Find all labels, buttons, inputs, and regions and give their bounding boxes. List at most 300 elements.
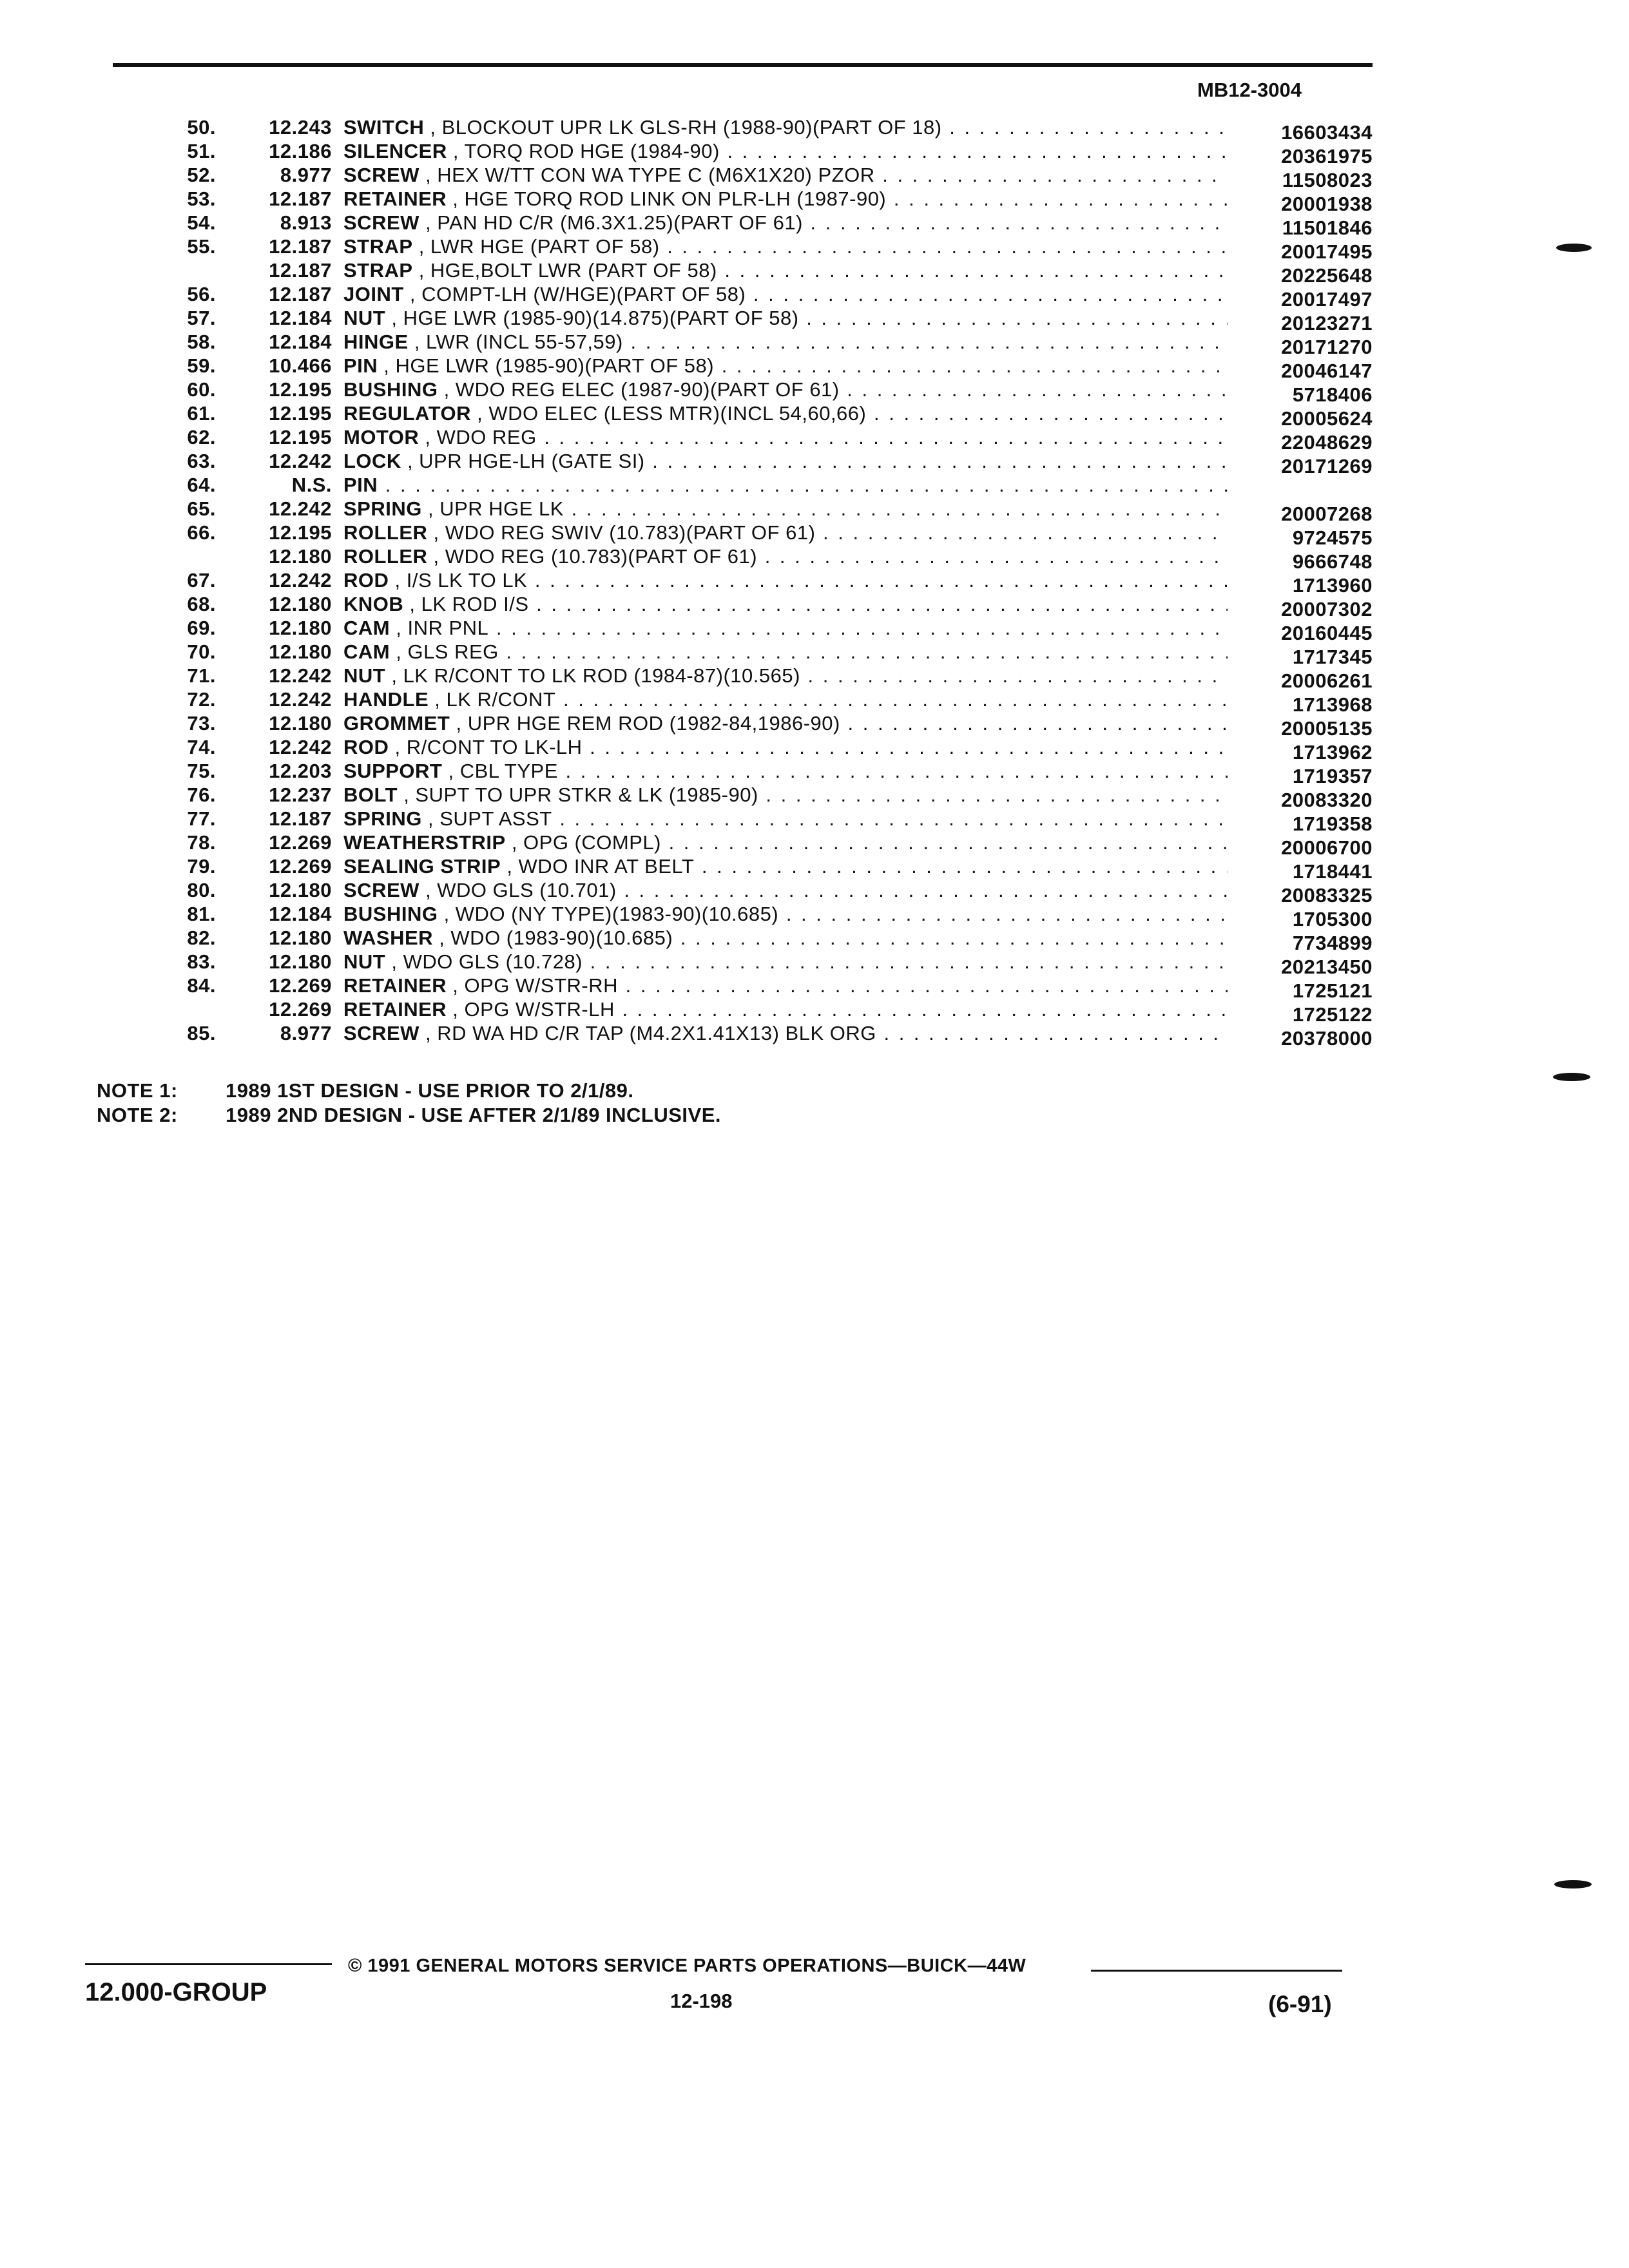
part-detail: OPG (COMPL)	[523, 831, 661, 854]
part-detail: UPR HGE REM ROD (1982-84,1986-90)	[467, 712, 840, 735]
part-number: 20007268	[1281, 503, 1373, 525]
part-ref: 82.	[187, 927, 216, 949]
part-row	[155, 927, 1373, 954]
part-detail: INR PNL	[407, 617, 489, 639]
footer-group: 12.000-GROUP	[85, 1978, 267, 2006]
part-row	[155, 688, 1373, 716]
part-detail: HGE TORQ ROD LINK ON PLR-LH (1987-90)	[464, 187, 887, 210]
part-number: 7734899	[1292, 932, 1373, 954]
part-sep: ,	[433, 927, 451, 949]
part-detail: TORQ ROD HGE (1984-90)	[464, 140, 720, 162]
part-detail: I/S LK TO LK	[406, 569, 528, 591]
part-row	[155, 187, 1373, 215]
scan-mark	[1553, 1073, 1590, 1081]
part-row	[155, 998, 1373, 1026]
revision-date: (6-91)	[1268, 1991, 1332, 2017]
part-description	[343, 807, 1228, 831]
part-name: ROD	[343, 736, 389, 758]
part-row	[155, 831, 1373, 859]
part-group: 12.187	[269, 807, 332, 830]
part-name: CAM	[343, 640, 390, 663]
part-ref: 78.	[187, 831, 216, 854]
part-row	[155, 211, 1373, 239]
part-number: 20005135	[1281, 717, 1373, 740]
part-detail: WDO GLS (10.701)	[437, 879, 617, 901]
part-name: RETAINER	[343, 998, 447, 1021]
part-description	[343, 426, 1228, 449]
part-ref: 85.	[187, 1022, 216, 1044]
part-row	[155, 140, 1373, 168]
part-name: MOTOR	[343, 426, 419, 448]
part-name: SPRING	[343, 807, 422, 830]
part-ref: 70.	[187, 640, 216, 663]
part-group: 12.180	[269, 640, 332, 663]
part-group: 12.180	[269, 950, 332, 973]
part-name: CAM	[343, 617, 390, 639]
part-group: 8.977	[280, 1022, 332, 1044]
part-group: 12.184	[269, 903, 332, 925]
part-sep: ,	[419, 211, 438, 234]
part-ref: 56.	[187, 283, 216, 305]
part-name: STRAP	[343, 235, 413, 258]
part-number: 1718441	[1292, 860, 1373, 883]
part-number: 1719357	[1292, 765, 1373, 787]
part-sep: ,	[390, 640, 408, 663]
part-sep: ,	[419, 426, 437, 448]
part-row	[155, 855, 1373, 883]
part-ref: 64.	[187, 474, 216, 496]
part-detail: LK R/CONT	[446, 688, 556, 711]
part-description	[343, 402, 1228, 425]
part-row	[155, 426, 1373, 454]
part-sep: ,	[408, 331, 427, 353]
part-description	[343, 545, 1228, 568]
part-detail: OPG W/STR-RH	[464, 974, 618, 997]
part-group: N.S.	[291, 474, 332, 496]
part-number: 20171270	[1281, 336, 1373, 358]
part-row	[155, 521, 1373, 549]
part-detail: GLS REG	[407, 640, 499, 663]
part-name: SUPPORT	[343, 760, 443, 782]
part-number: 20378000	[1281, 1027, 1373, 1050]
part-name: ROD	[343, 569, 389, 591]
part-sep: ,	[421, 497, 440, 520]
part-number: 1713960	[1292, 574, 1373, 597]
part-ref: 80.	[187, 879, 216, 901]
part-detail: WDO (NY TYPE)(1983-90)(10.685)	[455, 903, 779, 925]
part-name: PIN	[343, 354, 378, 377]
part-description	[343, 736, 1228, 759]
part-number: 20361975	[1281, 145, 1373, 168]
part-description	[343, 331, 1228, 354]
note	[97, 1104, 721, 1128]
part-name: SCREW	[343, 164, 419, 186]
part-row	[155, 116, 1373, 144]
part-number: 16603434	[1281, 121, 1373, 144]
part-name: JOINT	[343, 283, 404, 305]
part-detail: PAN HD C/R (M6.3X1.25)(PART OF 61)	[437, 211, 803, 234]
part-name: RETAINER	[343, 187, 447, 210]
part-group: 12.187	[269, 283, 332, 305]
part-name: BOLT	[343, 783, 398, 806]
footer-copyright: © 1991 GENERAL MOTORS SERVICE PARTS OPERATIONS—BUICK—44W	[348, 1956, 1027, 1976]
part-sep: ,	[403, 593, 421, 615]
part-number: 20171269	[1281, 455, 1373, 477]
part-row	[155, 569, 1373, 597]
part-sep: ,	[427, 545, 445, 568]
part-name: SCREW	[343, 879, 419, 901]
part-name: SPRING	[343, 497, 422, 520]
part-description	[343, 140, 1228, 163]
part-row	[155, 593, 1373, 620]
part-ref: 59.	[187, 354, 216, 377]
part-sep: ,	[447, 974, 465, 997]
part-row	[155, 497, 1373, 525]
part-description	[343, 903, 1228, 926]
part-description	[343, 474, 1228, 497]
part-sep: ,	[501, 855, 519, 878]
part-group: 8.977	[280, 164, 332, 186]
part-row	[155, 903, 1373, 930]
part-description	[343, 378, 1228, 401]
part-description	[343, 283, 1228, 306]
note	[97, 1079, 721, 1104]
part-name: WASHER	[343, 927, 434, 949]
part-number: 9724575	[1292, 526, 1373, 549]
part-ref: 71.	[187, 664, 216, 687]
part-row	[155, 354, 1373, 382]
part-sep: ,	[385, 307, 403, 329]
part-number: 20160445	[1281, 622, 1373, 644]
part-group: 12.195	[269, 426, 332, 448]
part-ref: 68.	[187, 593, 216, 615]
part-row	[155, 974, 1373, 1002]
part-sep: ,	[419, 1022, 438, 1044]
part-sep: ,	[385, 664, 403, 687]
part-ref: 73.	[187, 712, 216, 735]
top-rule	[113, 63, 1373, 67]
part-group: 12.180	[269, 879, 332, 901]
part-group: 12.242	[269, 736, 332, 758]
part-sep: ,	[401, 450, 419, 472]
part-detail: HEX W/TT CON WA TYPE C (M6X1X20) PZOR	[437, 164, 875, 186]
scan-mark	[1554, 1880, 1592, 1888]
part-ref: 83.	[187, 950, 216, 973]
part-description	[343, 998, 1228, 1021]
part-row	[155, 259, 1373, 287]
part-group: 12.184	[269, 331, 332, 353]
part-group: 12.237	[269, 783, 332, 806]
part-number: 20017495	[1281, 240, 1373, 263]
part-name: NUT	[343, 664, 386, 687]
scan-mark	[1556, 244, 1592, 252]
part-description	[343, 879, 1228, 902]
part-detail: HGE LWR (1985-90)(14.875)(PART OF 58)	[403, 307, 799, 329]
part-description	[343, 235, 1228, 258]
part-row	[155, 736, 1373, 764]
part-ref: 69.	[187, 617, 216, 639]
part-description	[343, 187, 1228, 211]
notes	[97, 1079, 721, 1128]
part-ref: 76.	[187, 783, 216, 806]
part-detail: OPG W/STR-LH	[464, 998, 615, 1021]
part-description	[343, 664, 1228, 687]
part-description	[343, 593, 1228, 616]
part-sep: ,	[447, 140, 465, 162]
part-name: STRAP	[343, 259, 413, 282]
part-row	[155, 712, 1373, 740]
part-sep: ,	[389, 736, 407, 758]
part-description	[343, 307, 1228, 330]
part-group: 12.242	[269, 497, 332, 520]
part-name: BUSHING	[343, 903, 438, 925]
part-row	[155, 378, 1373, 406]
part-number: 20213450	[1281, 956, 1373, 978]
part-number: 1719358	[1292, 812, 1373, 835]
part-number: 1713968	[1292, 693, 1373, 716]
part-number: 20006700	[1281, 836, 1373, 859]
part-group: 12.242	[269, 664, 332, 687]
part-group: 12.269	[269, 855, 332, 878]
part-row	[155, 1022, 1373, 1050]
part-sep: ,	[378, 354, 396, 377]
part-sep: ,	[470, 402, 489, 425]
part-description	[343, 164, 1228, 187]
page-number: 12-198	[670, 1990, 733, 2012]
part-group: 12.195	[269, 378, 332, 401]
part-row	[155, 545, 1373, 573]
part-description	[343, 116, 1228, 139]
part-ref: 61.	[187, 402, 216, 425]
part-name: NUT	[343, 307, 386, 329]
part-ref: 55.	[187, 235, 216, 258]
part-group: 12.242	[269, 569, 332, 591]
part-description	[343, 569, 1228, 592]
part-number: 1725122	[1292, 1003, 1373, 1026]
part-sep: ,	[450, 712, 468, 735]
part-row	[155, 617, 1373, 644]
part-sep: ,	[389, 569, 407, 591]
part-name: SCREW	[343, 211, 419, 234]
part-name: NUT	[343, 950, 386, 973]
part-ref: 67.	[187, 569, 216, 591]
part-number: 20001938	[1281, 193, 1373, 215]
part-row	[155, 640, 1373, 668]
part-group: 12.180	[269, 617, 332, 639]
part-sep: ,	[427, 521, 445, 544]
part-description	[343, 783, 1228, 807]
part-group: 12.187	[269, 259, 332, 282]
part-row	[155, 950, 1373, 978]
part-sep: ,	[442, 760, 460, 782]
part-row	[155, 450, 1373, 477]
part-sep: ,	[419, 164, 438, 186]
part-ref: 84.	[187, 974, 216, 997]
part-description	[343, 712, 1228, 735]
part-group: 12.242	[269, 450, 332, 472]
doc-code: MB12-3004	[1197, 79, 1302, 101]
part-sep: ,	[438, 378, 456, 401]
part-detail: HGE LWR (1985-90)(PART OF 58)	[395, 354, 715, 377]
part-detail: WDO GLS (10.728)	[403, 950, 583, 973]
part-detail: LWR (INCL 55-57,59)	[426, 331, 623, 353]
part-description	[343, 974, 1228, 997]
part-detail: WDO (1983-90)(10.685)	[450, 927, 673, 949]
part-detail: R/CONT TO LK-LH	[406, 736, 583, 758]
part-group: 12.180	[269, 927, 332, 949]
part-detail: HGE,BOLT LWR (PART OF 58)	[430, 259, 717, 282]
part-ref: 58.	[187, 331, 216, 353]
part-detail: WDO REG	[436, 426, 537, 448]
part-row	[155, 164, 1373, 191]
part-group: 12.186	[269, 140, 332, 162]
part-description	[343, 927, 1228, 950]
part-description	[343, 354, 1228, 378]
part-description	[343, 617, 1228, 640]
part-detail: WDO ELEC (LESS MTR)(INCL 54,60,66)	[488, 402, 867, 425]
part-detail: RD WA HD C/R TAP (M4.2X1.41X13) BLK ORG	[437, 1022, 876, 1044]
part-detail: WDO INR AT BELT	[518, 855, 695, 878]
part-group: 12.195	[269, 402, 332, 425]
part-description	[343, 688, 1228, 711]
part-group: 8.913	[280, 211, 332, 234]
part-sep: ,	[419, 879, 438, 901]
part-ref: 62.	[187, 426, 216, 448]
part-sep: ,	[429, 688, 447, 711]
part-description	[343, 450, 1228, 473]
part-name: ROLLER	[343, 521, 428, 544]
part-row	[155, 783, 1373, 811]
part-description	[343, 521, 1228, 544]
part-ref: 75.	[187, 760, 216, 782]
part-name: SEALING STRIP	[343, 855, 501, 878]
part-number: 5718406	[1292, 383, 1373, 406]
part-detail: SUPT TO UPR STKR & LK (1985-90)	[415, 783, 758, 806]
part-sep: ,	[385, 950, 403, 973]
part-description	[343, 1022, 1228, 1045]
part-detail: LK ROD I/S	[421, 593, 529, 615]
part-name: SILENCER	[343, 140, 447, 162]
part-detail: UPR HGE LK	[439, 497, 564, 520]
part-ref: 65.	[187, 497, 216, 520]
part-sep: ,	[505, 831, 524, 854]
part-detail: WDO REG (10.783)(PART OF 61)	[445, 545, 758, 568]
part-detail: WDO REG ELEC (1987-90)(PART OF 61)	[455, 378, 840, 401]
note-label: NOTE 1:	[97, 1079, 178, 1102]
part-description	[343, 760, 1228, 783]
part-number: 1705300	[1292, 908, 1373, 930]
part-group: 12.180	[269, 593, 332, 615]
note-text: 1989 1ST DESIGN - USE PRIOR TO 2/1/89.	[226, 1079, 634, 1102]
part-number: 20005624	[1281, 407, 1373, 430]
part-detail: SUPT ASST	[439, 807, 552, 830]
part-group: 12.243	[269, 116, 332, 139]
part-name: SCREW	[343, 1022, 419, 1044]
part-sep: ,	[412, 259, 430, 282]
part-row	[155, 474, 1373, 497]
part-name: KNOB	[343, 593, 404, 615]
part-number: 11501846	[1282, 216, 1373, 239]
part-name: RETAINER	[343, 974, 447, 997]
part-sep: ,	[438, 903, 456, 925]
part-detail: UPR HGE-LH (GATE SI)	[419, 450, 645, 472]
part-number: 11508023	[1282, 169, 1373, 191]
footer-rule-left	[85, 1963, 332, 1965]
part-description	[343, 855, 1228, 878]
part-name: PIN	[343, 474, 378, 496]
part-ref: 66.	[187, 521, 216, 544]
part-number: 20083320	[1281, 789, 1373, 811]
part-name: GROMMET	[343, 712, 450, 735]
part-number: 20007302	[1281, 598, 1373, 620]
part-number: 9666748	[1292, 550, 1373, 573]
part-detail: CBL TYPE	[459, 760, 558, 782]
part-number: 22048629	[1281, 431, 1373, 454]
part-description	[343, 831, 1228, 854]
part-ref: 81.	[187, 903, 216, 925]
part-description	[343, 211, 1228, 235]
part-group: 12.195	[269, 521, 332, 544]
part-ref: 52.	[187, 164, 216, 186]
part-sep: ,	[424, 116, 442, 139]
part-sep: ,	[421, 807, 440, 830]
part-row	[155, 760, 1373, 787]
part-ref: 53.	[187, 187, 216, 210]
part-ref: 63.	[187, 450, 216, 472]
part-sep: ,	[390, 617, 408, 639]
note-text: 1989 2ND DESIGN - USE AFTER 2/1/89 INCLUSIVE.	[226, 1104, 722, 1126]
part-name: SWITCH	[343, 116, 425, 139]
part-group: 12.269	[269, 998, 332, 1021]
part-group: 12.269	[269, 974, 332, 997]
part-group: 12.187	[269, 187, 332, 210]
part-description	[343, 950, 1228, 974]
part-row	[155, 664, 1373, 692]
part-group: 12.269	[269, 831, 332, 854]
part-sep: ,	[398, 783, 416, 806]
part-sep: ,	[447, 998, 465, 1021]
part-group: 12.203	[269, 760, 332, 782]
part-row	[155, 402, 1373, 430]
part-number: 1725121	[1292, 979, 1373, 1002]
part-row	[155, 283, 1373, 311]
part-group: 12.184	[269, 307, 332, 329]
part-name: BUSHING	[343, 378, 438, 401]
part-group: 10.466	[269, 354, 332, 377]
part-group: 12.187	[269, 235, 332, 258]
part-description	[343, 640, 1228, 664]
part-ref: 51.	[187, 140, 216, 162]
part-row	[155, 331, 1373, 358]
part-group: 12.242	[269, 688, 332, 711]
part-number: 1717345	[1292, 646, 1373, 668]
part-ref: 79.	[187, 855, 216, 878]
part-sep: ,	[447, 187, 465, 210]
part-number: 20083325	[1281, 884, 1373, 907]
part-ref: 57.	[187, 307, 216, 329]
part-group: 12.180	[269, 545, 332, 568]
part-row	[155, 235, 1373, 263]
part-detail: LK R/CONT TO LK ROD (1984-87)(10.565)	[403, 664, 800, 687]
footer-rule-right	[1091, 1970, 1342, 1972]
part-number: 20006261	[1281, 669, 1373, 692]
note-label: NOTE 2:	[97, 1104, 178, 1126]
part-ref: 54.	[187, 211, 216, 234]
part-detail: LWR HGE (PART OF 58)	[430, 235, 660, 258]
part-name: ROLLER	[343, 545, 428, 568]
part-row	[155, 807, 1373, 835]
part-number: 1713962	[1292, 741, 1373, 764]
